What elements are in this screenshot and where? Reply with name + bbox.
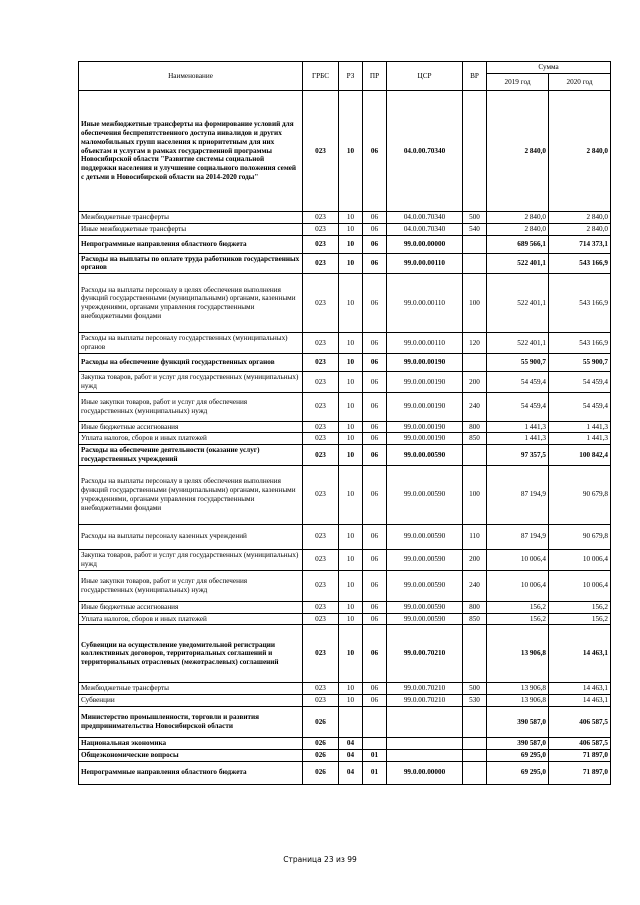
table-row — [79, 549, 611, 570]
cell-vr — [463, 737, 487, 749]
cell-2019: 87 194,9 — [487, 524, 549, 549]
cell-pr: 06 — [363, 613, 387, 625]
cell-csr: 99.0.00.00190 — [387, 421, 463, 433]
cell-2019: 156,2 — [487, 601, 549, 613]
cell-name: Закупка товаров, работ и услуг для государственных (муниципальных) нужд — [79, 549, 303, 570]
cell-2020: 2 840,0 — [549, 223, 611, 235]
cell-csr: 99.0.00.00190 — [387, 372, 463, 393]
table-row — [79, 421, 611, 433]
header-pr: ПР — [363, 62, 387, 91]
cell-2020: 156,2 — [549, 601, 611, 613]
cell-name: Закупка товаров, работ и услуг для государственных (муниципальных) нужд — [79, 372, 303, 393]
header-grbs: ГРБС — [303, 62, 339, 91]
cell-vr: 100 — [463, 465, 487, 524]
header-name: Наименование — [79, 62, 303, 91]
cell-pr: 06 — [363, 354, 387, 372]
cell-2020: 10 006,4 — [549, 570, 611, 601]
table-row — [79, 235, 611, 253]
cell-pr: 06 — [363, 695, 387, 707]
cell-name: Иные закупки товаров, работ и услуг для обеспечения государственных (муниципальных) нужд — [79, 392, 303, 421]
cell-rz: 10 — [339, 253, 363, 274]
cell-rz: 04 — [339, 761, 363, 784]
cell-2020: 543 166,9 — [549, 274, 611, 333]
cell-name: Расходы на обеспечение деятельности (оказание услуг) государственных учреждений — [79, 445, 303, 466]
table-row — [79, 465, 611, 524]
cell-vr — [463, 235, 487, 253]
cell-grbs: 023 — [303, 601, 339, 613]
cell-name: Общеэкономические вопросы — [79, 749, 303, 761]
cell-name: Непрограммные направления областного бюджета — [79, 761, 303, 784]
cell-rz: 10 — [339, 354, 363, 372]
cell-name: Расходы на выплаты персоналу в целях обеспечения выполнения функций государственными (муниципальными) органами, казенными учреждениями, органами управления государственными внебюджетными фондами — [79, 274, 303, 333]
cell-grbs: 023 — [303, 372, 339, 393]
table-row — [79, 706, 611, 737]
header-year-2020: 2020 год — [549, 74, 611, 91]
cell-2020: 406 587,5 — [549, 737, 611, 749]
cell-2020: 14 463,1 — [549, 695, 611, 707]
cell-grbs: 023 — [303, 445, 339, 466]
cell-vr — [463, 253, 487, 274]
cell-2020: 10 006,4 — [549, 549, 611, 570]
cell-2019: 390 587,0 — [487, 706, 549, 737]
cell-vr — [463, 445, 487, 466]
cell-csr: 99.0.00.00190 — [387, 433, 463, 445]
cell-rz: 10 — [339, 549, 363, 570]
cell-csr — [387, 706, 463, 737]
cell-pr: 06 — [363, 433, 387, 445]
cell-2020: 54 459,4 — [549, 372, 611, 393]
cell-rz: 10 — [339, 91, 363, 212]
table-row — [79, 445, 611, 466]
cell-vr — [463, 761, 487, 784]
budget-table — [78, 61, 611, 785]
cell-2019: 2 840,0 — [487, 223, 549, 235]
cell-2019: 13 906,8 — [487, 695, 549, 707]
cell-2020: 2 840,0 — [549, 91, 611, 212]
cell-grbs: 023 — [303, 421, 339, 433]
cell-rz: 10 — [339, 625, 363, 683]
table-row — [79, 333, 611, 354]
cell-grbs: 023 — [303, 570, 339, 601]
cell-2020: 54 459,4 — [549, 392, 611, 421]
cell-csr: 99.0.00.70210 — [387, 695, 463, 707]
cell-vr: 110 — [463, 524, 487, 549]
cell-grbs: 023 — [303, 695, 339, 707]
cell-csr: 99.0.00.00590 — [387, 613, 463, 625]
cell-2019: 97 357,5 — [487, 445, 549, 466]
cell-grbs: 023 — [303, 524, 339, 549]
table-row — [79, 749, 611, 761]
cell-2020: 90 679,8 — [549, 465, 611, 524]
cell-csr: 99.0.00.00110 — [387, 253, 463, 274]
cell-csr: 99.0.00.00590 — [387, 465, 463, 524]
table-row — [79, 625, 611, 683]
cell-name: Расходы на выплаты персоналу казенных учреждений — [79, 524, 303, 549]
cell-2019: 69 295,0 — [487, 749, 549, 761]
cell-2019: 2 840,0 — [487, 91, 549, 212]
cell-2019: 522 401,1 — [487, 253, 549, 274]
cell-vr: 240 — [463, 392, 487, 421]
cell-2019: 13 906,8 — [487, 625, 549, 683]
cell-vr: 850 — [463, 613, 487, 625]
table-row — [79, 601, 611, 613]
cell-name: Иные бюджетные ассигнования — [79, 601, 303, 613]
cell-2019: 13 906,8 — [487, 683, 549, 695]
cell-vr: 100 — [463, 274, 487, 333]
header-vr: ВР — [463, 62, 487, 91]
cell-csr: 99.0.00.00590 — [387, 445, 463, 466]
cell-name: Уплата налогов, сборов и иных платежей — [79, 433, 303, 445]
cell-2019: 390 587,0 — [487, 737, 549, 749]
cell-2020: 406 587,5 — [549, 706, 611, 737]
cell-csr — [387, 737, 463, 749]
cell-vr: 850 — [463, 433, 487, 445]
cell-name: Непрограммные направления областного бюджета — [79, 235, 303, 253]
table-row — [79, 683, 611, 695]
cell-vr — [463, 354, 487, 372]
cell-name: Расходы на обеспечение функций государственных органов — [79, 354, 303, 372]
cell-csr: 04.0.00.70340 — [387, 91, 463, 212]
cell-vr — [463, 749, 487, 761]
cell-vr — [463, 625, 487, 683]
table-row — [79, 524, 611, 549]
cell-rz: 10 — [339, 333, 363, 354]
cell-pr: 06 — [363, 212, 387, 224]
cell-grbs: 023 — [303, 235, 339, 253]
cell-2020: 100 842,4 — [549, 445, 611, 466]
cell-vr: 120 — [463, 333, 487, 354]
cell-pr: 01 — [363, 749, 387, 761]
cell-grbs: 023 — [303, 354, 339, 372]
cell-2019: 2 840,0 — [487, 212, 549, 224]
cell-rz: 10 — [339, 274, 363, 333]
table-row — [79, 223, 611, 235]
cell-name: Расходы на выплаты персоналу в целях обеспечения выполнения функций государственными (муниципальными) органами, казенными учреждениями, органами управления государственными внебюджетными фондами — [79, 465, 303, 524]
table-row — [79, 695, 611, 707]
cell-grbs: 026 — [303, 749, 339, 761]
table-row — [79, 392, 611, 421]
cell-grbs: 026 — [303, 737, 339, 749]
cell-2020: 14 463,1 — [549, 625, 611, 683]
cell-pr: 06 — [363, 333, 387, 354]
cell-rz: 10 — [339, 445, 363, 466]
cell-pr: 06 — [363, 625, 387, 683]
cell-rz: 10 — [339, 683, 363, 695]
cell-csr: 04.0.00.70340 — [387, 212, 463, 224]
table-row — [79, 372, 611, 393]
cell-grbs: 026 — [303, 761, 339, 784]
cell-grbs: 023 — [303, 613, 339, 625]
cell-pr: 06 — [363, 223, 387, 235]
cell-name: Министерство промышленности, торговли и развития предпринимательства Новосибирской области — [79, 706, 303, 737]
cell-pr: 06 — [363, 549, 387, 570]
cell-grbs: 026 — [303, 706, 339, 737]
cell-csr: 99.0.00.00590 — [387, 570, 463, 601]
cell-rz: 10 — [339, 421, 363, 433]
cell-csr: 99.0.00.00190 — [387, 392, 463, 421]
cell-rz: 10 — [339, 433, 363, 445]
cell-rz: 10 — [339, 212, 363, 224]
cell-vr — [463, 91, 487, 212]
header-sum: Сумма — [487, 62, 611, 74]
cell-vr: 200 — [463, 549, 487, 570]
table-row — [79, 253, 611, 274]
cell-name: Иные бюджетные ассигнования — [79, 421, 303, 433]
cell-csr: 99.0.00.00000 — [387, 761, 463, 784]
cell-vr: 540 — [463, 223, 487, 235]
cell-2020: 714 373,1 — [549, 235, 611, 253]
cell-grbs: 023 — [303, 333, 339, 354]
table-row — [79, 761, 611, 784]
cell-name: Иные закупки товаров, работ и услуг для обеспечения государственных (муниципальных) нужд — [79, 570, 303, 601]
cell-2019: 156,2 — [487, 613, 549, 625]
cell-pr: 06 — [363, 235, 387, 253]
budget-table-page — [78, 61, 610, 785]
cell-2019: 689 566,1 — [487, 235, 549, 253]
cell-grbs: 023 — [303, 91, 339, 212]
cell-2020: 1 441,3 — [549, 421, 611, 433]
cell-grbs: 023 — [303, 625, 339, 683]
cell-rz: 04 — [339, 749, 363, 761]
cell-rz: 10 — [339, 570, 363, 601]
cell-name: Межбюджетные трансферты — [79, 212, 303, 224]
table-row — [79, 212, 611, 224]
cell-2020: 543 166,9 — [549, 333, 611, 354]
table-body — [79, 91, 611, 785]
cell-rz: 10 — [339, 392, 363, 421]
table-row — [79, 570, 611, 601]
cell-rz: 10 — [339, 235, 363, 253]
cell-grbs: 023 — [303, 392, 339, 421]
cell-csr: 04.0.00.70340 — [387, 223, 463, 235]
cell-rz: 10 — [339, 695, 363, 707]
cell-rz: 10 — [339, 601, 363, 613]
cell-rz: 10 — [339, 613, 363, 625]
cell-csr: 99.0.00.00000 — [387, 235, 463, 253]
cell-csr: 99.0.00.70210 — [387, 683, 463, 695]
cell-2019: 10 006,4 — [487, 549, 549, 570]
cell-pr: 06 — [363, 274, 387, 333]
cell-name: Национальная экономика — [79, 737, 303, 749]
table-row — [79, 737, 611, 749]
cell-csr: 99.0.00.00590 — [387, 549, 463, 570]
cell-pr: 06 — [363, 91, 387, 212]
cell-vr: 200 — [463, 372, 487, 393]
cell-vr — [463, 706, 487, 737]
cell-rz: 10 — [339, 372, 363, 393]
cell-vr: 500 — [463, 683, 487, 695]
cell-name: Иные межбюджетные трансферты — [79, 223, 303, 235]
cell-2019: 1 441,3 — [487, 421, 549, 433]
cell-2020: 543 166,9 — [549, 253, 611, 274]
cell-pr: 06 — [363, 421, 387, 433]
cell-csr: 99.0.00.00590 — [387, 524, 463, 549]
cell-2019: 55 900,7 — [487, 354, 549, 372]
cell-pr: 06 — [363, 683, 387, 695]
cell-2019: 1 441,3 — [487, 433, 549, 445]
cell-pr: 06 — [363, 601, 387, 613]
cell-name: Расходы на выплаты персоналу государственных (муниципальных) органов — [79, 333, 303, 354]
cell-rz — [339, 706, 363, 737]
cell-rz: 10 — [339, 524, 363, 549]
cell-2020: 90 679,8 — [549, 524, 611, 549]
cell-grbs: 023 — [303, 465, 339, 524]
cell-2019: 522 401,1 — [487, 333, 549, 354]
cell-pr — [363, 737, 387, 749]
table-row — [79, 354, 611, 372]
cell-2020: 14 463,1 — [549, 683, 611, 695]
cell-pr: 01 — [363, 761, 387, 784]
cell-rz: 04 — [339, 737, 363, 749]
table-row — [79, 274, 611, 333]
cell-pr: 06 — [363, 524, 387, 549]
cell-pr: 06 — [363, 372, 387, 393]
cell-vr: 800 — [463, 421, 487, 433]
cell-grbs: 023 — [303, 433, 339, 445]
cell-csr — [387, 749, 463, 761]
cell-2019: 10 006,4 — [487, 570, 549, 601]
cell-pr: 06 — [363, 570, 387, 601]
cell-2020: 55 900,7 — [549, 354, 611, 372]
cell-2020: 71 897,0 — [549, 749, 611, 761]
cell-grbs: 023 — [303, 253, 339, 274]
cell-2020: 2 840,0 — [549, 212, 611, 224]
cell-name: Субвенции на осуществление уведомительной регистрации коллективных договоров, территориальных соглашений и территориальных отраслевых (межотраслевых) соглашений — [79, 625, 303, 683]
cell-2019: 54 459,4 — [487, 392, 549, 421]
header-csr: ЦСР — [387, 62, 463, 91]
cell-csr: 99.0.00.00190 — [387, 354, 463, 372]
table-row — [79, 433, 611, 445]
cell-2020: 156,2 — [549, 613, 611, 625]
cell-2019: 522 401,1 — [487, 274, 549, 333]
cell-grbs: 023 — [303, 223, 339, 235]
cell-2019: 87 194,9 — [487, 465, 549, 524]
cell-grbs: 023 — [303, 683, 339, 695]
cell-2020: 71 897,0 — [549, 761, 611, 784]
cell-csr: 99.0.00.00590 — [387, 601, 463, 613]
cell-pr — [363, 706, 387, 737]
cell-csr: 99.0.00.00110 — [387, 333, 463, 354]
page-number: Страница 23 из 99 — [283, 855, 357, 864]
cell-name: Межбюджетные трансферты — [79, 683, 303, 695]
cell-2019: 54 459,4 — [487, 372, 549, 393]
cell-vr: 500 — [463, 212, 487, 224]
cell-name: Субвенции — [79, 695, 303, 707]
cell-vr: 530 — [463, 695, 487, 707]
cell-grbs: 023 — [303, 274, 339, 333]
cell-2020: 1 441,3 — [549, 433, 611, 445]
cell-pr: 06 — [363, 392, 387, 421]
cell-name: Уплата налогов, сборов и иных платежей — [79, 613, 303, 625]
cell-pr: 06 — [363, 465, 387, 524]
cell-name: Расходы на выплаты по оплате труда работников государственных органов — [79, 253, 303, 274]
cell-pr: 06 — [363, 253, 387, 274]
cell-name: Иные межбюджетные трансферты на формирование условий для обеспечения беспрепятственного доступа инвалидов и других маломобильных групп населения к приоритетным для них объектам и услугам в рамках государственной программы Новосибирской области "Развитие системы социальной поддержки населения и улучшение социального положения семей с детьми в Новосибирской области на 2014-2020 годы" — [79, 91, 303, 212]
cell-vr: 240 — [463, 570, 487, 601]
cell-rz: 10 — [339, 465, 363, 524]
cell-2019: 69 295,0 — [487, 761, 549, 784]
cell-csr: 99.0.00.70210 — [387, 625, 463, 683]
table-row — [79, 613, 611, 625]
cell-rz: 10 — [339, 223, 363, 235]
cell-vr: 800 — [463, 601, 487, 613]
table-row — [79, 91, 611, 212]
header-year-2019: 2019 год — [487, 74, 549, 91]
cell-grbs: 023 — [303, 212, 339, 224]
cell-csr: 99.0.00.00110 — [387, 274, 463, 333]
cell-pr: 06 — [363, 445, 387, 466]
cell-grbs: 023 — [303, 549, 339, 570]
header-rz: РЗ — [339, 62, 363, 91]
